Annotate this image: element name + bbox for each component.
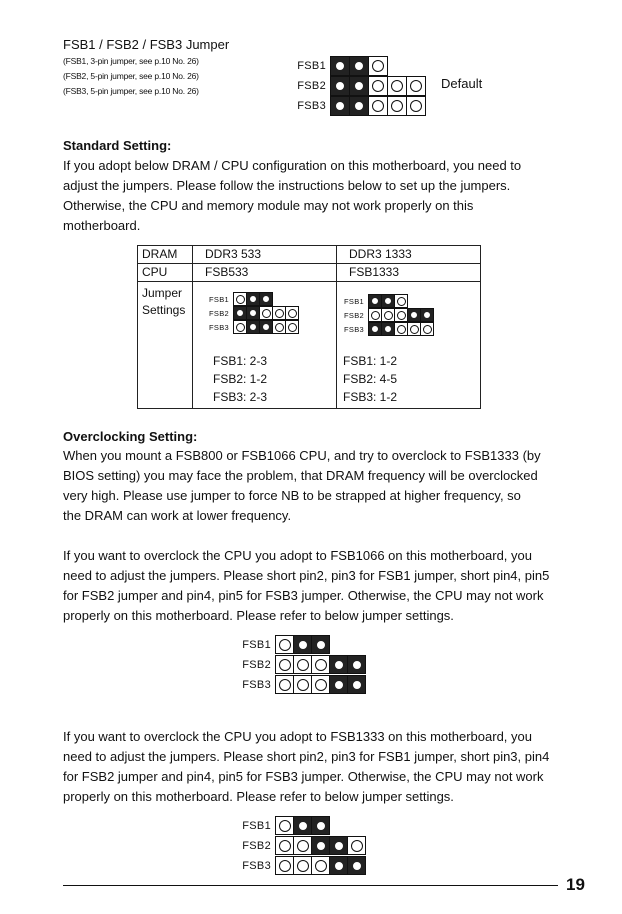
setting-line: FSB2: 1-2	[213, 372, 268, 386]
jumper-pin-open	[387, 96, 407, 116]
pin-icon	[275, 309, 284, 318]
pin-icon	[410, 100, 422, 112]
pin-icon	[315, 860, 327, 872]
jumper-pin-shorted	[246, 306, 260, 320]
jumper-pin-shorted	[349, 56, 369, 76]
jumper-pin-open	[368, 308, 382, 322]
pin-icon	[297, 860, 309, 872]
jumper-row	[343, 294, 408, 308]
jumper-pin-shorted	[311, 836, 330, 855]
pin-icon	[263, 324, 269, 330]
pin-icon	[351, 840, 363, 852]
pin-icon	[372, 326, 378, 332]
jumper-label: FSB3	[242, 678, 271, 691]
jumper-pin-shorted	[246, 292, 260, 306]
pin-icon	[250, 324, 256, 330]
jumper-pin-shorted	[293, 635, 312, 654]
setting-line: FSB2: 4-5	[343, 372, 398, 386]
pin-icon	[410, 325, 419, 334]
pin-icon	[335, 862, 343, 870]
pin-icon	[397, 311, 406, 320]
jumper-label: FSB3	[297, 100, 326, 112]
footer-rule	[63, 885, 558, 886]
setting-line: FSB1: 2-3	[213, 354, 268, 368]
jumper-pins	[233, 306, 299, 320]
pin-icon	[336, 82, 344, 90]
pin-icon	[297, 679, 309, 691]
jumper-label: FSB1	[242, 819, 271, 832]
jumper-row	[343, 308, 434, 322]
jumper-row	[296, 56, 388, 76]
jumper-pin-shorted	[259, 320, 273, 334]
pin-icon	[297, 659, 309, 671]
pin-icon	[397, 325, 406, 334]
jumper-pins	[368, 322, 434, 336]
jumper-pin-shorted	[330, 76, 350, 96]
jumper-pin-open	[407, 322, 421, 336]
jumper-pins	[330, 56, 388, 76]
text-line: Otherwise, the CPU and memory module may not work properly on this	[63, 198, 474, 213]
pin-icon	[279, 840, 291, 852]
col2-dram: DDR3 1333	[337, 246, 481, 264]
jumper-pin-shorted	[347, 655, 366, 674]
jumper-pin-open	[233, 292, 247, 306]
pin-icon	[355, 82, 363, 90]
pin-icon	[355, 102, 363, 110]
text-line: If you want to overclock the CPU you adopt to FSB1066 on this motherboard, you	[63, 548, 532, 563]
jumper-label: FSB2	[209, 308, 229, 318]
jumper-label: FSB2	[242, 839, 271, 852]
jumper-pin-shorted	[349, 76, 369, 96]
jumper-pin-open	[293, 856, 312, 875]
pin-icon	[335, 681, 343, 689]
jumper-pin-open	[394, 322, 408, 336]
jumper-pin-open	[293, 675, 312, 694]
jumper-label: FSB3	[344, 324, 364, 334]
jumper-row	[296, 76, 426, 96]
pin-icon	[299, 641, 307, 649]
jumper-pins	[275, 675, 366, 694]
pin-icon	[237, 310, 243, 316]
pin-icon	[372, 80, 384, 92]
jumper-pin-open	[275, 856, 294, 875]
jumper-pin-open	[293, 836, 312, 855]
pin-icon	[279, 659, 291, 671]
jumper-row	[240, 675, 366, 694]
col1-settings	[213, 352, 267, 406]
jumper-pin-open	[394, 308, 408, 322]
jumper-pin-shorted	[347, 675, 366, 694]
overclocking-heading: Overclocking Setting:	[63, 429, 198, 444]
text-line: properly on this motherboard. Please refer to below jumper settings.	[63, 608, 454, 623]
pin-icon	[279, 820, 291, 832]
text-line: very high. Please use jumper to force NB to be strapped at higher frequency, so	[63, 488, 521, 503]
jumper-pin-open	[420, 322, 434, 336]
jumper-pin-open	[233, 320, 247, 334]
jumper-pins	[233, 292, 273, 306]
jumper-pins	[330, 76, 426, 96]
jumper-pin-shorted	[293, 816, 312, 835]
jumper-pin-open	[275, 836, 294, 855]
pin-icon	[397, 297, 406, 306]
pin-icon	[263, 296, 269, 302]
pin-icon	[236, 295, 245, 304]
pin-icon	[353, 862, 361, 870]
jumper-pin-shorted	[330, 96, 350, 116]
note-fsb3: (FSB3, 5-pin jumper, see p.10 No. 26)	[63, 86, 199, 96]
jumper-pin-open	[275, 675, 294, 694]
pin-icon	[299, 822, 307, 830]
pin-icon	[275, 323, 284, 332]
row-header-cpu: CPU	[138, 264, 193, 282]
jumper-pin-open	[275, 655, 294, 674]
pin-icon	[279, 860, 291, 872]
col2-settings	[343, 352, 397, 406]
jumper-pin-open	[368, 96, 388, 116]
jumper-pin-shorted	[381, 322, 395, 336]
text-line: motherboard.	[63, 218, 141, 233]
jumper-pin-open	[285, 320, 299, 334]
pin-icon	[371, 311, 380, 320]
jumper-row	[208, 320, 299, 334]
col2-cpu: FSB1333	[337, 264, 481, 282]
pin-icon	[335, 842, 343, 850]
pin-icon	[250, 296, 256, 302]
jumper-pins	[275, 635, 330, 654]
pin-icon	[279, 679, 291, 691]
pin-icon	[411, 312, 417, 318]
jumper-pins	[233, 320, 299, 334]
jumper-pin-open	[311, 675, 330, 694]
jumper-row	[240, 655, 366, 674]
pin-icon	[315, 679, 327, 691]
jumper-pin-shorted	[329, 675, 348, 694]
pin-icon	[355, 62, 363, 70]
pin-icon	[315, 659, 327, 671]
pin-icon	[335, 661, 343, 669]
pin-icon	[317, 842, 325, 850]
jumper-pin-shorted	[233, 306, 247, 320]
jumper-label: FSB1	[297, 60, 326, 72]
pin-icon	[262, 309, 271, 318]
jumper-label: FSB3	[209, 322, 229, 332]
jumper-pin-open	[275, 635, 294, 654]
setting-line: FSB1: 1-2	[343, 354, 398, 368]
jumper-pin-shorted	[329, 655, 348, 674]
text-line: for FSB2 jumper and pin4, pin5 for FSB3 jumper. Otherwise, the CPU may not work	[63, 588, 544, 603]
jumper-pin-open	[293, 655, 312, 674]
jumper-pin-open	[272, 306, 286, 320]
pin-icon	[317, 822, 325, 830]
pin-icon	[385, 298, 391, 304]
pin-icon	[279, 639, 291, 651]
jumper-pin-shorted	[368, 294, 382, 308]
jumper-pin-open	[275, 816, 294, 835]
jumper-pin-open	[311, 856, 330, 875]
jumper-pins	[275, 655, 366, 674]
pin-icon	[336, 102, 344, 110]
jumper-pin-open	[285, 306, 299, 320]
col1-dram: DDR3 533	[193, 246, 337, 264]
jumper-notes	[63, 54, 199, 99]
jumper-pin-shorted	[246, 320, 260, 334]
jumper-pin-open	[381, 308, 395, 322]
text-line: for FSB2 jumper and pin4, pin5 for FSB3 jumper. Otherwise, the CPU may not work	[63, 769, 544, 784]
jumper-pin-open	[272, 320, 286, 334]
jumper-row	[208, 292, 273, 306]
pin-icon	[372, 100, 384, 112]
pin-icon	[288, 323, 297, 332]
jumper-pin-shorted	[381, 294, 395, 308]
pin-icon	[384, 311, 393, 320]
jumper-label: FSB2	[297, 80, 326, 92]
jumper-pin-open	[311, 655, 330, 674]
text-line: adjust the jumpers. Please follow the instructions below to set up the jumpers.	[63, 178, 511, 193]
text-line: the DRAM can work at lower frequency.	[63, 508, 292, 523]
jumper-pin-shorted	[407, 308, 421, 322]
overclock-paragraph-2	[63, 546, 563, 626]
jumper-label: FSB1	[344, 296, 364, 306]
pin-icon	[317, 641, 325, 649]
jumper-label: FSB1	[242, 638, 271, 651]
setting-line: FSB3: 1-2	[343, 390, 398, 404]
jumper-pin-open	[347, 836, 366, 855]
pin-icon	[424, 312, 430, 318]
jumper-pin-shorted	[330, 56, 350, 76]
jumper-row	[240, 836, 366, 855]
jumper-pin-shorted	[259, 292, 273, 306]
jumper-pin-shorted	[420, 308, 434, 322]
setting-line: FSB3: 2-3	[213, 390, 268, 404]
jumper-row	[240, 635, 330, 654]
pin-icon	[391, 80, 403, 92]
section-title: FSB1 / FSB2 / FSB3 Jumper	[63, 37, 230, 52]
text-line: need to adjust the jumpers. Please short pin2, pin3 for FSB1 jumper, short pin3, pin4	[63, 749, 550, 764]
jumper-pin-open	[394, 294, 408, 308]
pin-icon	[297, 840, 309, 852]
text-line: When you mount a FSB800 or FSB1066 CPU, and try to overclock to FSB1333 (by	[63, 448, 541, 463]
jumper-row	[208, 306, 299, 320]
pin-icon	[423, 325, 432, 334]
pin-icon	[372, 298, 378, 304]
jumper-pins	[275, 816, 330, 835]
jumper-pins	[330, 96, 426, 116]
pin-icon	[391, 100, 403, 112]
jumper-pin-shorted	[311, 635, 330, 654]
jumper-pin-open	[406, 76, 426, 96]
pin-icon	[353, 681, 361, 689]
text-line: BIOS setting) you may face the problem, that DRAM frequency will be overclocked	[63, 468, 538, 483]
standard-setting-heading: Standard Setting:	[63, 138, 172, 153]
jumper-pin-shorted	[349, 96, 369, 116]
jumper-label: FSB2	[242, 658, 271, 671]
page-number: 19	[566, 875, 585, 894]
text-line: If you adopt below DRAM / CPU configuration on this motherboard, you need to	[63, 158, 522, 173]
jumper-pin-shorted	[311, 816, 330, 835]
jumper-pins	[368, 294, 408, 308]
standard-setting-text	[63, 156, 563, 236]
overclock-paragraph-3	[63, 727, 563, 807]
pin-icon	[372, 60, 384, 72]
jumper-pin-shorted	[347, 856, 366, 875]
jumper-label: FSB2	[344, 310, 364, 320]
jumper-pin-open	[259, 306, 273, 320]
jumper-pin-open	[368, 76, 388, 96]
jumper-pins	[368, 308, 434, 322]
text-line: properly on this motherboard. Please refer to below jumper settings.	[63, 789, 454, 804]
jumper-label: FSB1	[209, 294, 229, 304]
jumper-pin-open	[368, 56, 388, 76]
row-header-line: Settings	[142, 303, 186, 317]
jumper-pins	[275, 856, 366, 875]
jumper-row	[240, 816, 330, 835]
jumper-row	[240, 856, 366, 875]
jumper-label: FSB3	[242, 859, 271, 872]
text-line: need to adjust the jumpers. Please short pin2, pin3 for FSB1 jumper, short pin4, pin5	[63, 568, 550, 583]
jumper-row	[343, 322, 434, 336]
jumper-pin-shorted	[329, 836, 348, 855]
note-fsb2: (FSB2, 5-pin jumper, see p.10 No. 26)	[63, 71, 199, 81]
jumper-pin-shorted	[368, 322, 382, 336]
text-line: If you want to overclock the CPU you adopt to FSB1333 on this motherboard, you	[63, 729, 532, 744]
pin-icon	[385, 326, 391, 332]
overclock-paragraph-1	[63, 446, 563, 526]
pin-icon	[353, 661, 361, 669]
col1-cpu: FSB533	[193, 264, 337, 282]
jumper-pins	[275, 836, 366, 855]
jumper-row	[296, 96, 426, 116]
row-header-jumper-settings	[138, 282, 193, 409]
pin-icon	[250, 310, 256, 316]
pin-icon	[336, 62, 344, 70]
pin-icon	[288, 309, 297, 318]
note-fsb1: (FSB1, 3-pin jumper, see p.10 No. 26)	[63, 56, 199, 66]
default-label: Default	[441, 76, 483, 91]
pin-icon	[410, 80, 422, 92]
pin-icon	[236, 323, 245, 332]
jumper-pin-open	[387, 76, 407, 96]
jumper-pin-open	[406, 96, 426, 116]
row-header-line: Jumper	[142, 286, 183, 300]
row-header-dram: DRAM	[138, 246, 193, 264]
jumper-pin-shorted	[329, 856, 348, 875]
